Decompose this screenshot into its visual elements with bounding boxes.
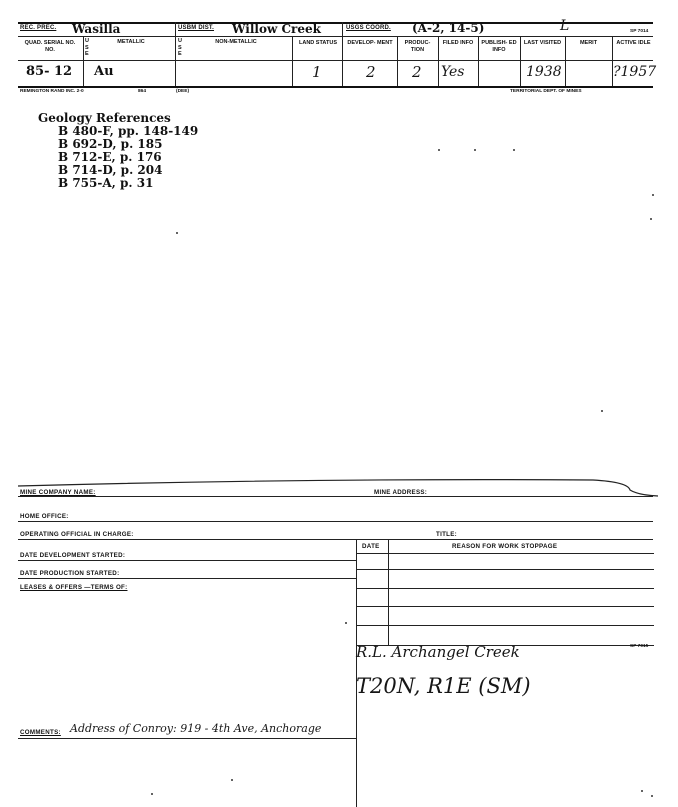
title-label: TITLE: (436, 531, 458, 538)
date-column-label: DATE (362, 543, 380, 550)
mine-address-label: MINE ADDRESS: (374, 489, 428, 496)
scan-speck (345, 622, 347, 624)
note-line-2: T20N, R1E (SM) (356, 674, 531, 698)
scan-speck (652, 194, 654, 196)
stoppage-table-left-border (356, 539, 357, 807)
back-rule (18, 738, 356, 739)
printer-code-1: 864 (138, 89, 147, 94)
cell-production: 2 (412, 63, 422, 81)
reference-item: B 692-D, p. 185 (58, 137, 163, 151)
col-filed-info: FILED INFO (442, 40, 474, 46)
reference-item: B 714-D, p. 204 (58, 163, 163, 177)
date-production-label: DATE PRODUCTION STARTED: (20, 570, 120, 577)
department-label: TERRITORIAL DEPT. OF MINES (510, 89, 582, 94)
corner-mark: L (560, 18, 570, 34)
cell-active-idle: ?1957 (613, 64, 657, 80)
col-divider (520, 36, 521, 86)
scan-speck (231, 779, 233, 781)
scan-speck (650, 218, 652, 220)
col-use-2: U S E (178, 38, 182, 57)
cell-last-visited: 1938 (526, 64, 562, 80)
col-quad-serial: QUAD. SERIAL NO. NO. (24, 40, 76, 53)
cell-development: 2 (366, 63, 376, 81)
header-row1-rule (18, 36, 653, 37)
scan-speck (641, 790, 643, 792)
leases-label: LEASES & OFFERS —TERMS OF: (20, 584, 128, 591)
references-heading: Geology References (38, 111, 171, 125)
stoppage-table-divider (388, 539, 389, 645)
reference-item: B 480-F, pp. 148-149 (58, 124, 199, 138)
usgs-coord-label: USGS COORD. (346, 25, 391, 31)
usbm-dist-label: USBM DIST. (178, 25, 215, 31)
col-metallic: METALLIC (117, 39, 145, 45)
comments-value: Address of Conroy: 919 - 4th Ave, Anchorage (70, 722, 322, 735)
rec-prec-value: Wasilla (72, 22, 121, 36)
col-land-status: LAND STATUS (299, 40, 337, 46)
col-divider (342, 22, 343, 86)
col-divider (565, 36, 566, 86)
header-row2-rule (18, 60, 653, 61)
home-office-label: HOME OFFICE: (20, 513, 69, 520)
usgs-coord-value: (A-2, 14-5) (412, 21, 485, 35)
col-divider (292, 36, 293, 86)
back-rule (18, 578, 356, 579)
scan-speck (438, 149, 440, 151)
header-bottom-rule (18, 86, 653, 88)
col-production: PRODUC- TION (404, 40, 431, 53)
cell-land-status: 1 (312, 63, 322, 81)
col-divider (478, 36, 479, 86)
rec-prec-label: REC. PREC. (20, 25, 57, 31)
cell-filed-info: Yes (441, 64, 465, 80)
stoppage-table-rule (356, 588, 654, 589)
date-development-label: DATE DEVELOPMENT STARTED: (20, 552, 126, 559)
col-use-1: U S E (85, 38, 89, 57)
col-divider (175, 22, 176, 86)
back-rule (18, 560, 356, 561)
col-last-visited: LAST VISITED (523, 40, 562, 46)
printer-line: REMINGTON RAND INC. 2-0 (20, 89, 84, 94)
reference-item: B 755-A, p. 31 (58, 176, 154, 190)
back-rule (18, 539, 653, 540)
col-development: DEVELOP- MENT (347, 40, 393, 46)
scan-speck (176, 232, 178, 234)
cell-metallic: Au (94, 64, 114, 79)
scan-speck (601, 410, 603, 412)
scan-speck (151, 793, 153, 795)
form-number-top: SP 7014 (630, 29, 649, 34)
note-line-1: R.L. Archangel Creek (356, 643, 520, 661)
back-rule (18, 521, 653, 522)
printer-code-2: (DEE) (176, 89, 190, 94)
stoppage-table-rule (356, 625, 654, 626)
cell-quad-serial: 85- 12 (26, 64, 73, 79)
col-merit: MERIT (579, 40, 598, 46)
operating-official-label: OPERATING OFFICIAL IN CHARGE: (20, 531, 134, 538)
stoppage-table-rule (356, 569, 654, 570)
col-published-info: PUBLISH- ED INFO (481, 40, 517, 53)
col-active-idle: ACTIVE IDLE (616, 40, 651, 46)
col-divider (438, 36, 439, 86)
comments-label: COMMENTS: (20, 729, 61, 736)
col-divider (397, 36, 398, 86)
stoppage-table-rule (356, 606, 654, 607)
stoppage-table-rule (356, 553, 654, 554)
usbm-dist-value: Willow Creek (232, 22, 321, 36)
col-non-metallic: NON-METALLIC (215, 39, 257, 45)
scan-speck (651, 795, 653, 797)
form-number-back: SP 7015 (630, 644, 649, 649)
scan-speck (513, 149, 515, 151)
reason-column-label: REASON FOR WORK STOPPAGE (452, 543, 558, 550)
scan-speck (474, 149, 476, 151)
reference-item: B 712-E, p. 176 (58, 150, 162, 164)
mine-company-name-label: MINE COMPANY NAME: (20, 489, 96, 496)
back-rule (18, 496, 653, 497)
col-divider (83, 36, 84, 86)
